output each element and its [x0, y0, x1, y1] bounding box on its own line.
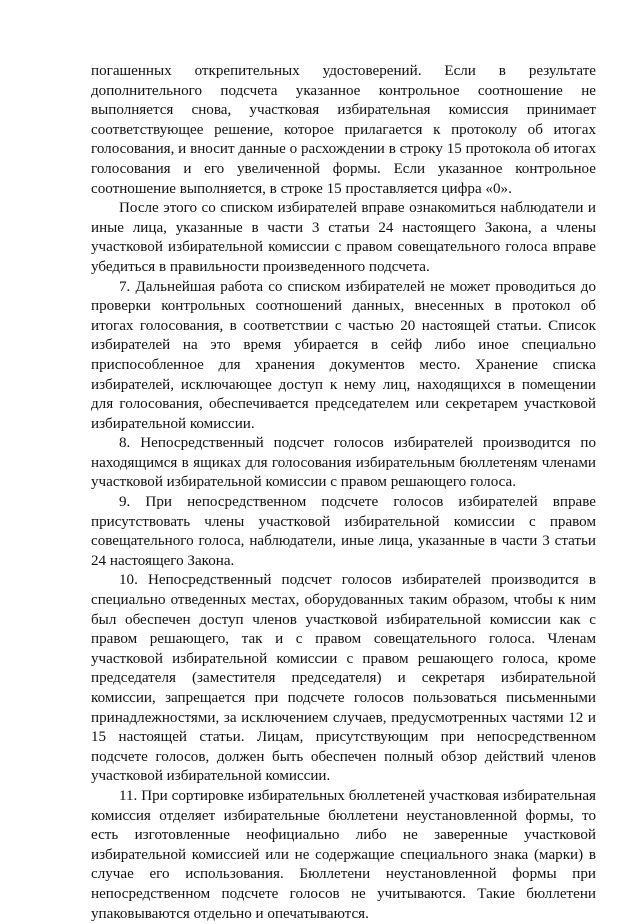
paragraph-item-7: 7. Дальнейшая работа со списком избирателей не может проводиться до проверки контрольных соотношений данных, внесенных в протокол об итогах голосования, в соответствии с частью 20 настоящей статьи. Список избирателей на это время убирается в сейф либо иное специально приспособленное для хранения документов место. Хранение списка избирателей, исключающее доступ к нему лиц, находящихся в помещении для голосования, обеспечивается председателем или секретарем участковой избирательной комиссии. [91, 278, 596, 432]
document-page [91, 62, 596, 924]
paragraph-item-10: 10. Непосредственный подсчет голосов избирателей производится в специально отведенных местах, оборудованных таким образом, чтобы к ним был обеспечен доступ членов участковой избирательной комиссии как с правом решающего, так и с правом совещательного голоса. Членам участковой избирательной комиссии с правом решающего голоса, кроме председателя (заместителя председателя) и секретаря избирательной комиссии, запрещается при подсчете голосов пользоваться письменными принадлежностями, за исключением случаев, предусмотренных частями 12 и 15 настоящей статьи. Лицам, присутствующим при непосредственном подсчете голосов, должен быть обеспечен полный обзор действий членов участковой избирательной комиссии. [91, 572, 596, 785]
paragraph-item-9: 9. При непосредственном подсчете голосов избирателей вправе присутствовать члены участковой избирательной комиссии с правом совещательного голоса, наблюдатели, иные лица, указанные в части 3 статьи 24 настоящего Закона. [91, 494, 596, 569]
paragraph-observers: После этого со списком избирателей вправе ознакомиться наблюдатели и иные лица, указанные в части 3 статьи 24 настоящего Закона, а члены участковой избирательной комиссии с правом совещательного голоса вправе убедиться в правильности произведенного подсчета. [91, 200, 596, 275]
paragraph-continuation: погашенных открепительных удостоверений. Если в результате дополнительного подсчета указанное контрольное соотношение не выполняется снова, участковая избирательная комиссия принимает соответствующее решение, которое прилагается к протоколу об итогах голосования, и вносит данные о расхождении в строку 15 протокола об итогах голосования и его увеличенной формы. Если указанное контрольное соотношение выполняется, в строке 15 проставляется цифра «0». [91, 63, 596, 197]
paragraph-item-8: 8. Непосредственный подсчет голосов избирателей производится по находящимся в ящиках для голосования избирательным бюллетеням членами участковой избирательной комиссии с правом решающего голоса. [91, 435, 596, 491]
paragraph-item-11: 11. При сортировке избирательных бюллетеней участковая избирательная комиссия отделяет избирательные бюллетени неустановленной формы, то есть изготовленные неофициально либо не заверенные участковой избирательной комиссией или не содержащие специального знака (марки) в случае его использования. Бюллетени неустановленной формы при непосредственном подсчете голосов не учитываются. Такие бюллетени упаковываются отдельно и опечатываются. [91, 787, 596, 922]
